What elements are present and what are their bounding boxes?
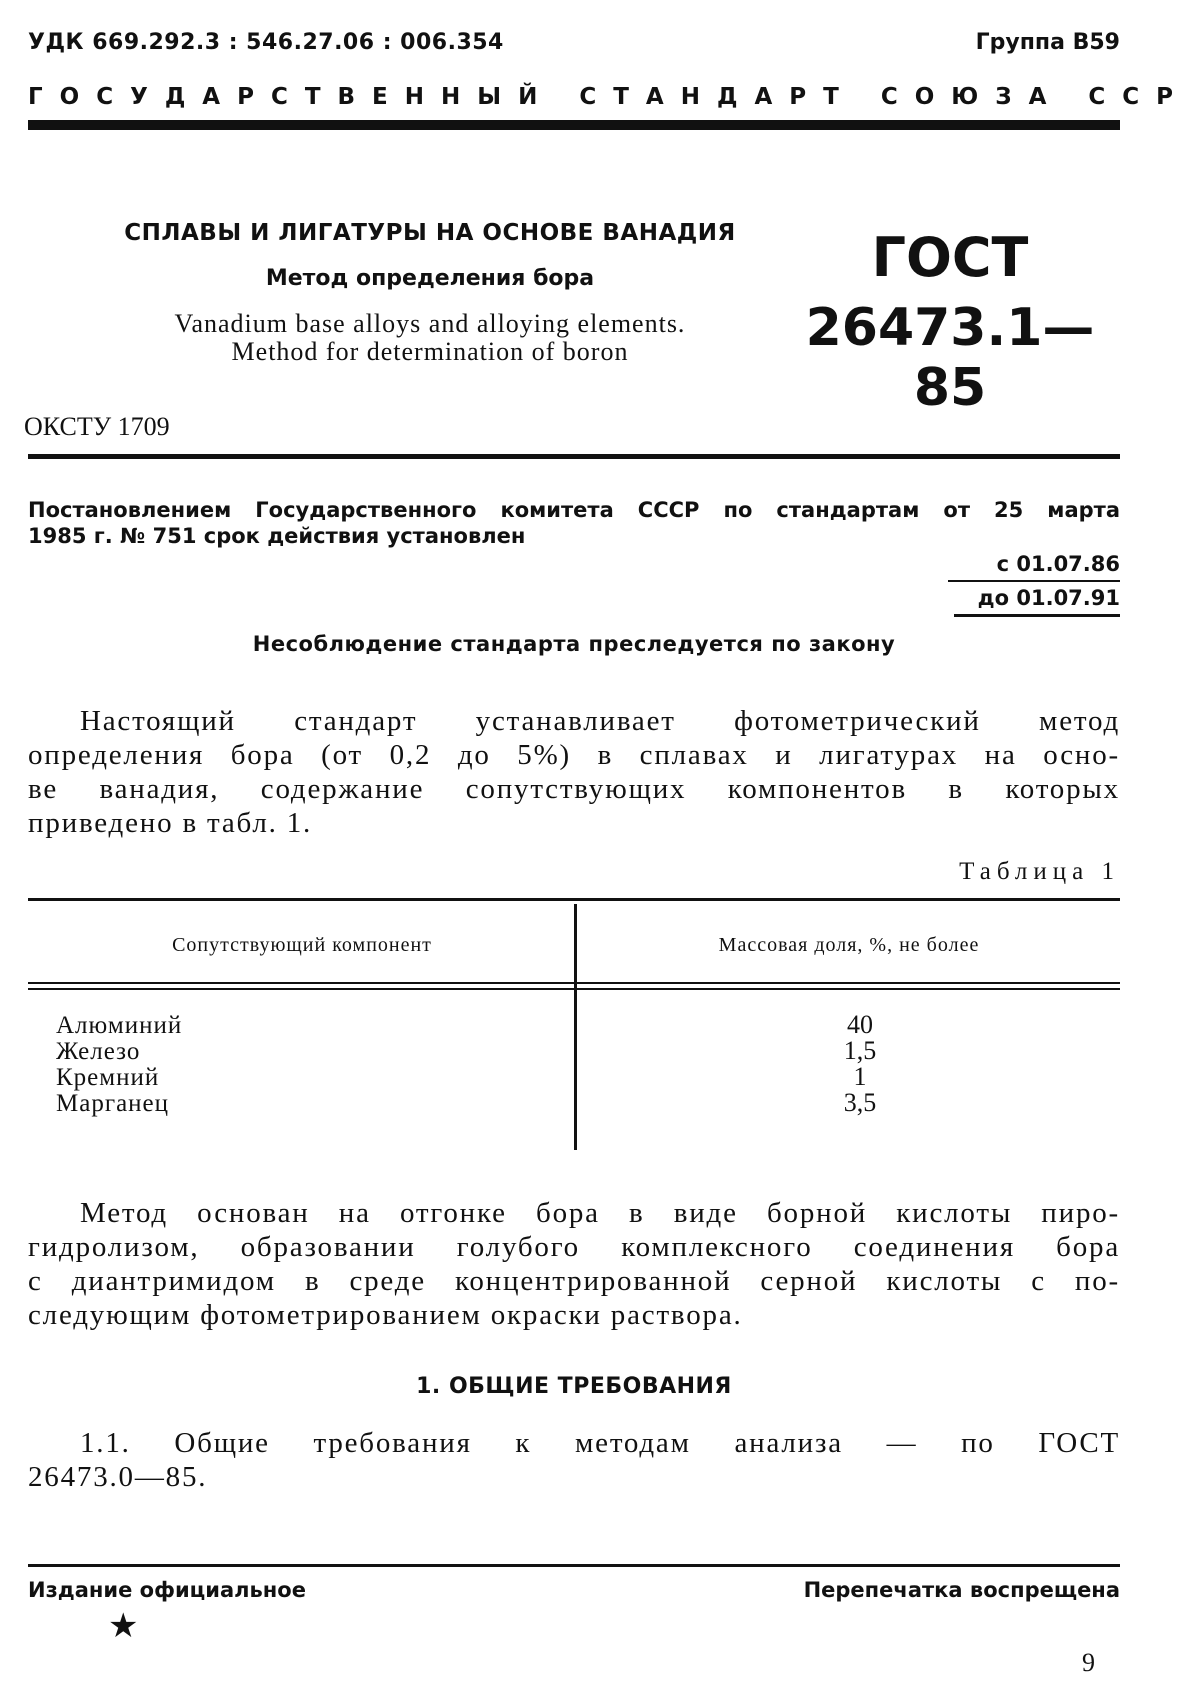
table-cell-component: Марганец (56, 1090, 170, 1117)
paragraph-line: 1.1. Общие требования к методам анализа — по ГОСТ (80, 1427, 1120, 1459)
gost-number: 26473.1—85 (805, 298, 1095, 418)
valid-to-date: до 01.07.91 (977, 586, 1120, 610)
paragraph-line: следующим фотометрированием окраски раствора. (28, 1299, 743, 1331)
paragraph-line: Настоящий стандарт устанавливает фотометрический метод (80, 705, 1120, 737)
table-cell-component: Железо (56, 1038, 141, 1065)
table-cell-value: 40 (847, 1010, 873, 1039)
paragraph-line: приведено в табл. 1. (28, 807, 313, 839)
table-top-rule (28, 898, 1120, 901)
header-rule-thick (28, 120, 1120, 130)
table-cell-value: 1 (853, 1062, 867, 1091)
gost-label: ГОСТ (871, 226, 1029, 289)
method-paragraph (28, 1196, 1120, 1332)
state-standard-banner: ГОСУДАРСТВЕННЫЙ СТАНДАРТ СОЮЗА ССР (28, 84, 1191, 110)
valid-from-date: с 01.07.86 (996, 552, 1120, 576)
date-from-underline (948, 580, 1120, 582)
table-header-component: Сопутствующий компонент (172, 934, 432, 956)
intro-paragraph (28, 704, 1120, 840)
english-title-line-1: Vanadium base alloys and alloying elements. (174, 309, 686, 338)
law-notice: Несоблюдение стандарта преследуется по закону (252, 632, 896, 656)
section-heading: 1. ОБЩИЕ ТРЕБОВАНИЯ (416, 1374, 732, 1399)
table-cell-value: 3,5 (843, 1088, 877, 1117)
table-header-mass-fraction: Массовая доля, %, не более (718, 934, 980, 956)
decree-line-2: 1985 г. № 751 срок действия установлен (28, 524, 526, 548)
paragraph-line: 26473.0—85. (28, 1461, 208, 1493)
document-subtitle: Метод определения бора (265, 266, 595, 291)
table-cell-component: Кремний (56, 1064, 160, 1091)
reprint-prohibited-label: Перепечатка воспрещена (803, 1578, 1120, 1602)
title-rule-thick (28, 454, 1120, 459)
star-icon: ★ (108, 1606, 139, 1646)
official-edition-label: Издание официальное (28, 1578, 306, 1602)
group-code: Группа В59 (975, 30, 1120, 55)
document-title: СПЛАВЫ И ЛИГАТУРЫ НА ОСНОВЕ ВАНАДИЯ (124, 220, 736, 246)
table-cell-component: Алюминий (56, 1012, 183, 1039)
paragraph-line: Метод основан на отгонке бора в виде борной кислоты пиро- (80, 1197, 1120, 1229)
footer-rule (28, 1564, 1120, 1567)
paragraph-line: гидролизом, образовании голубого комплексного соединения бора (28, 1231, 1120, 1263)
english-title (60, 310, 800, 366)
table-caption: Таблица 1 (959, 858, 1120, 885)
paragraph-line: определения бора (от 0,2 до 5%) в сплавах и лигатурах на осно- (28, 739, 1120, 771)
section-1-paragraph (28, 1426, 1120, 1494)
table-column-divider (574, 904, 577, 1150)
english-title-line-2: Method for determination of boron (231, 337, 629, 366)
table-cell-value: 1,5 (843, 1036, 877, 1065)
page-number: 9 (1082, 1648, 1095, 1677)
decree-line-1: Постановлением Государственного комитета СССР по стандартам от 25 марта (28, 498, 1120, 522)
paragraph-line: с диантримидом в среде концентрированной серной кислоты с по- (28, 1265, 1120, 1297)
date-to-underline (954, 614, 1120, 617)
okstu-code: ОКСТУ 1709 (24, 412, 170, 441)
paragraph-line: ве ванадия, содержание сопутствующих компонентов в которых (28, 773, 1120, 805)
udk-code: УДК 669.292.3 : 546.27.06 : 006.354 (28, 30, 504, 55)
